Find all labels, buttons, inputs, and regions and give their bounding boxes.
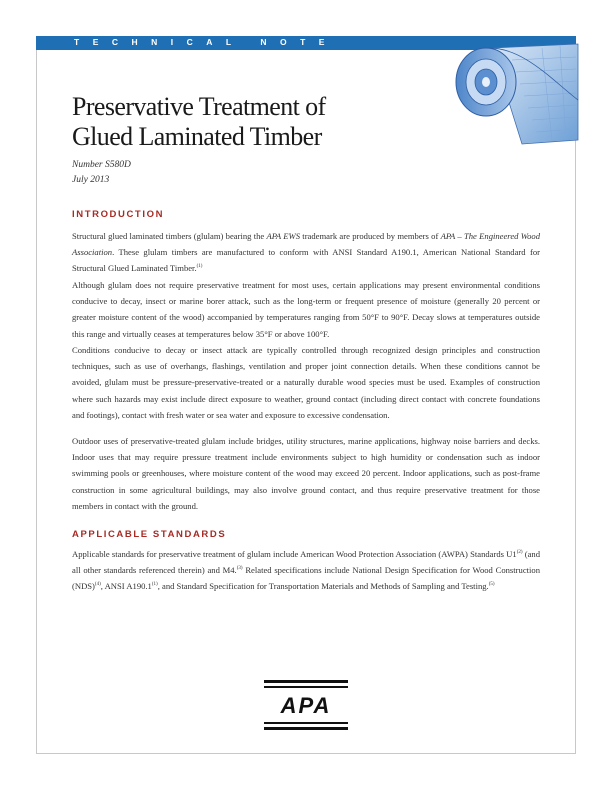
intro-paragraph-1 [72,228,540,277]
apa-ews-trademark: APA EWS [266,231,301,241]
footnote-ref: (4) [94,582,101,588]
text-run: Applicable standards for preservative treatment of glulam include American Wood Protection Association (AWPA) Standards U1 [72,549,517,559]
document-date: July 2013 [72,175,110,185]
text-run: Related specifications include National Design Specification for Wood Construction (NDS) [72,565,541,592]
blueprint-roll-illustration [452,40,582,150]
apa-logo [264,680,348,730]
intro-paragraph-2: Although glulam does not require preservative treatment for most uses, certain applications may present environmental conditions conducive to decay, insect or marine borer attack, such as the long-term or frequent presence of moisture (generally 20 percent or greater moisture content of the wood) accompanied by temperatures ranging from 50°F to 90°F. Decay slows at temperatures outside this range and virtually ceases at temperatures below 35°F or above 100°F. [72,280,540,339]
intro-paragraph-3: Conditions conducive to decay or insect attack are typically controlled through recognized design principles and construction techniques, such as use of overhangs, flashings, ventilation and proper joint connection details. When these conditions cannot be avoided, glulam must be pressure-preservative-treated or a naturally durable wood species must be used. Examples of construction where such hazards may exist include direct exposure to weather, ground contact (including direct contact with concrete foundations and footings), contact with fresh water or sea water and exposure to excessive condensation. [72,345,540,420]
title-line-2: Glued Laminated Timber [72,122,322,151]
footnote-ref: (2) [516,550,523,555]
intro-paragraph-4: Outdoor uses of preservative-treated glulam include bridges, utility structures, marine applications, highway noise barriers and decks. Indoor uses that may require pressure treatment include environments subject to high humidity or condensation such as indoor swimming pools or greenhouses, where moisture content of the wood may exceed 20 percent. Indoor applications, such as post-frame construction in some agricultural buildings, may also involve ground contact, and thus require preservative treatment for those members in contact with the ground. [72,436,540,511]
title-line-1: Preservative Treatment of [72,92,326,121]
footnote-ref: (1) [196,264,203,270]
document-meta [72,158,131,188]
document-title [72,92,412,152]
text-run: (and all other standards referenced therein) and M4. [72,549,541,576]
introduction-heading: INTRODUCTION [72,209,165,220]
text-run: Structural glued laminated timbers (glulam) bearing the [72,231,267,241]
document-number: Number S580D [72,160,131,170]
footnote-ref: (1) [151,582,158,588]
text-run: . These glulam timbers are manufactured to conform with ANSI Standard A190.1, American National Standard for Structural Glued Laminated Timber. [72,247,540,274]
banner-label: TECHNICAL NOTE [74,37,338,47]
logo-text: APA [280,693,332,718]
text-run: , ANSI A190.1 [100,581,152,592]
standards-paragraph [72,546,540,595]
apa-association-name: APA – The Engineered Wood Association [72,231,540,258]
footnote-ref: (5) [488,582,495,588]
applicable-standards-heading: APPLICABLE STANDARDS [72,529,227,540]
text-run: trademark are produced by members of [300,231,441,241]
footnote-ref: (3) [236,566,243,572]
text-run: , and Standard Specification for Transportation Materials and Methods of Sampling and Testing. [157,581,489,592]
